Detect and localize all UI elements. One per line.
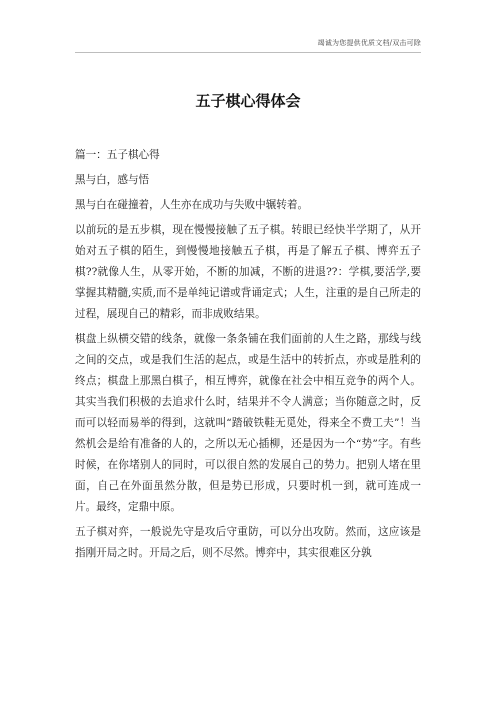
paragraph: 以前玩的是五步棋，现在慢慢接触了五子棋。转眼已经快半学期了，从开始对五子棋的陌生，到慢慢地接触五子棋，再是了解五子棋、博弈五子棋??就像人生，从零开始，不断的加减，不断的进退??：学棋,要活学,要掌握其精髓,实质,而不是单纯记谱或背诵定式；人生，注重的是自己所走的过程，展现自己的精彩，而非成败结果。 xyxy=(75,224,421,320)
header-note: 竭诚为您提供优质文档/双击可除 xyxy=(317,39,421,47)
header-divider xyxy=(75,52,421,53)
paragraph: 五子棋对弈，一般说先守是攻后守重防，可以分出攻防。然而，这应该是指刚开局之时。开局之后，则不尽然。博弈中，其实很难区分孰 xyxy=(75,526,421,559)
paragraph: 棋盘上纵横交错的线条，就像一条条铺在我们面前的人生之路，那线与线之间的交点，或是我们生活的起点，或是生活中的转折点，亦或是胜利的终点；棋盘上那黑白棋子，相互博弈，就像在社会中相互竞争的两个人。其实当我们积极的去追求什么时，结果并不令人满意；当你随意之时，反而可以轻而易举的得到，这就叫“踏破铁鞋无觅处，得来全不费工夫”！当然机会是给有准备的人的，之所以无心插柳，还是因为一个“势”字。有些时候，在你堵别人的同时，可以很自然的发展自己的势力。把别人堵在里面，自己在外面虽然分散，但是势已形成，只要时机一到，就可连成一片。最终，定鼎中原。 xyxy=(75,333,421,513)
document-title: 五子棋心得体会 xyxy=(195,92,301,110)
document-body xyxy=(75,145,421,568)
section-heading: 篇一：五子棋心得 xyxy=(75,149,160,161)
subheading: 黑与白，感与悟 xyxy=(75,174,150,186)
paragraph: 黑与白在碰撞着，人生亦在成功与失败中辗转着。 xyxy=(75,199,309,211)
